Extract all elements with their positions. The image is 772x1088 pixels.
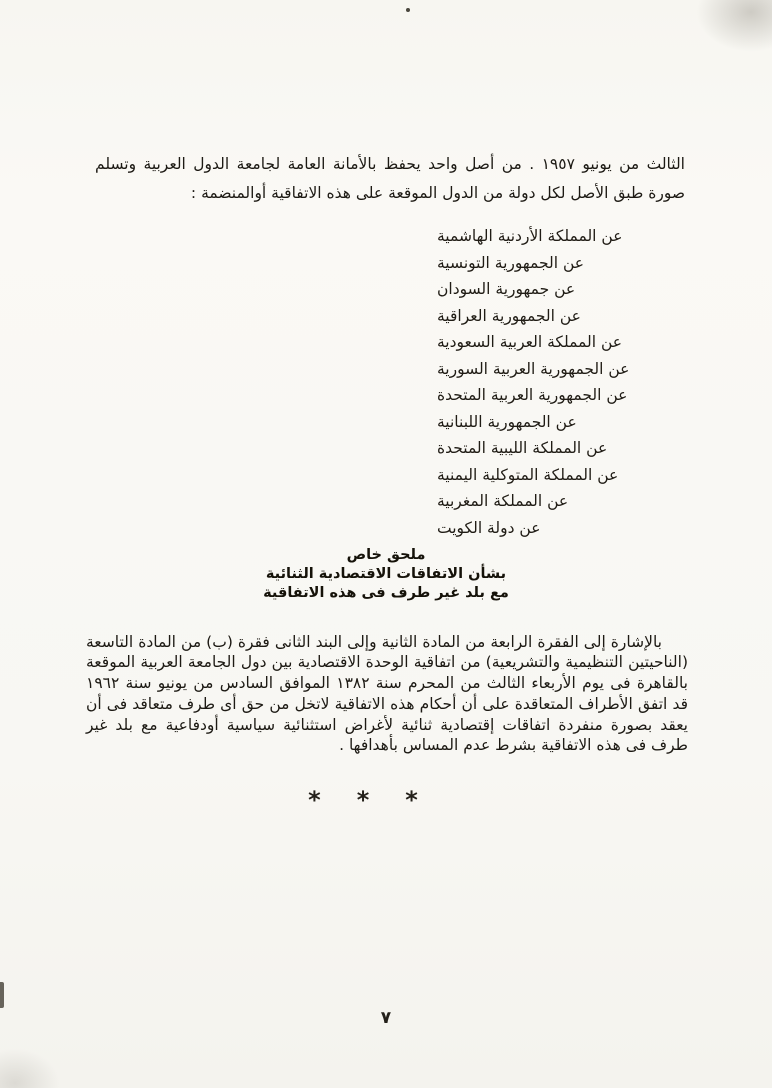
signatory-line: عن المملكة المغربية [437, 492, 569, 510]
signatory-line: عن الجمهورية اللبنانية [437, 412, 577, 431]
scan-smudge-bottom-left [0, 1048, 60, 1088]
signatory-line: عن جمهورية السودان [437, 280, 576, 298]
annex-heading-line: بشأن الاتفاقات الاقتصادية الثنائية [265, 566, 507, 582]
signatory-line: عن الجمهورية العراقية [437, 306, 581, 325]
asterisk-icon: * [405, 786, 418, 814]
signatories-list [437, 223, 629, 541]
signatory-line: عن المملكة الأردنية الهاشمية [437, 227, 623, 245]
page-number: ٧ [380, 1008, 392, 1028]
intro-paragraph: الثالث من يونيو ١٩٥٧ . من أصل واحد يحفظ بالأمانة العامة لجامعة الدول العربية وتسلم صورة طبق الأصل لكل دولة من الدول الموقعة على هذه الاتفاقية أوالمنضمة : [95, 154, 685, 202]
annex-heading-line: مع بلد غير طرف فى هذه الاتفاقية [263, 585, 509, 601]
annex-heading [0, 546, 772, 603]
section-separator [0, 788, 772, 812]
annex-heading-line: ملحق خاص [346, 547, 426, 563]
asterisk-icon: * [308, 786, 321, 814]
signatory-line: عن دولة الكويت [437, 518, 541, 537]
signatory-line: عن الجمهورية العربية المتحدة [437, 386, 628, 404]
scan-smudge-top-right [696, 0, 772, 52]
scan-artifact-dot [406, 8, 410, 12]
signatory-line: عن الجمهورية العربية السورية [437, 359, 630, 378]
scan-mark-left-edge [0, 982, 4, 1008]
annex-body-paragraph: بالإشارة إلى الفقرة الرابعة من المادة الثانية وإلى البند الثانى فقرة (ب) من المادة التاسعة (الناحيتين التنظيمية والتشريعية) من اتفاقية الوحدة الاقتصادية بين دول الجامعة العربية الموقعة بالقاهرة فى يوم الأربعاء الثالث من المحرم سنة ١٣٨٢ الموافق السادس من يونيو سنة ١٩٦٢ قد اتفق الأطراف المتعاقدة على أن أحكام هذه الاتفاقية لاتخل من حق أى طرف متعاقد فى أن يعقد بصورة منفردة اتفاقات إقتصادية ثنائية لأغراض استثنائية سياسية أودفاعية مع بلد غير طرف فى هذه الاتفاقية بشرط عدم المساس بأهدافها . [86, 632, 688, 755]
asterisk-icon: * [356, 786, 370, 814]
signatory-line: عن المملكة الليبية المتحدة [437, 439, 608, 457]
signatory-line: عن المملكة المتوكلية اليمنية [437, 465, 619, 484]
signatory-line: عن الجمهورية التونسية [437, 253, 585, 272]
signatory-line: عن المملكة العربية السعودية [437, 333, 623, 351]
